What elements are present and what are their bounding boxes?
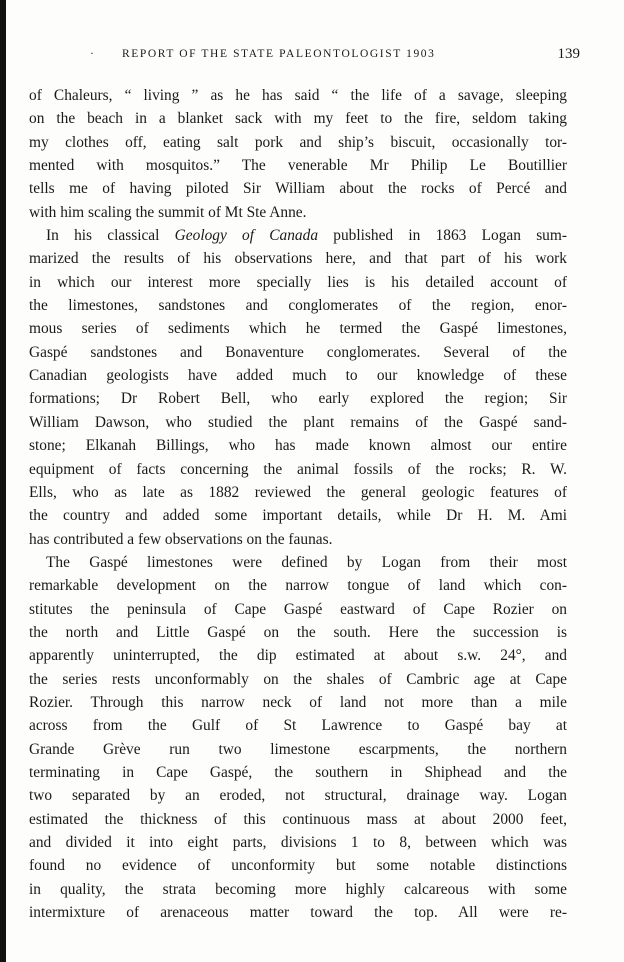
text-line: William Dawson, who studied the plant remains of the Gaspé sand-: [29, 413, 567, 431]
text-line: found no evidence of unconformity but some notable distinctions: [29, 857, 567, 875]
text-line: the limestones, sandstones and conglomerates of the region, enor-: [29, 297, 567, 315]
text-line: equipment of facts concerning the animal fossils of the rocks; R. W.: [29, 460, 567, 478]
paragraph-1: [29, 84, 567, 224]
text-line: mented with mosquitos.” The venerable Mr Philip Le Boutillier: [29, 157, 567, 175]
paragraph-3: [29, 551, 567, 925]
text-line: in quality, the strata becoming more highly calcareous with some: [29, 880, 567, 898]
text-line: Grande Grève run two limestone escarpments, the northern: [29, 740, 567, 758]
text-line: across from the Gulf of St Lawrence to Gaspé bay at: [29, 717, 567, 735]
text-line: and divided it into eight parts, divisions 1 to 8, between which was: [29, 834, 567, 851]
text-line: remarkable development on the narrow tongue of land which con-: [29, 577, 567, 595]
header-marker: ·: [90, 48, 94, 60]
text-line: estimated the thickness of this continuous mass at about 2000 feet,: [29, 810, 567, 828]
text-line: The Gaspé limestones were defined by Logan from their most: [46, 553, 567, 571]
text-line: apparently uninterrupted, the dip estimated at about s.w. 24°, and: [29, 647, 567, 665]
text-line: intermixture of arenaceous matter toward the top. All were re-: [29, 904, 567, 922]
page-number: 139: [557, 46, 580, 62]
text-line: two separated by an eroded, not structural, drainage way. Logan: [29, 787, 567, 805]
paragraph-2: [29, 224, 567, 551]
text-line: stone; Elkanah Billings, who has made known almost our entire: [29, 437, 567, 455]
body-text: [29, 84, 567, 924]
running-head-title: REPORT OF THE STATE PALEONTOLOGIST 1903: [122, 48, 436, 60]
text-line: the country and added some important details, while Dr H. M. Ami: [29, 507, 567, 525]
text-line: Gaspé sandstones and Bonaventure conglomerates. Several of the: [29, 343, 567, 361]
text-line: mous series of sediments which he termed the Gaspé limestones,: [29, 320, 567, 338]
text-line: marized the results of his observations here, and that part of his work: [29, 250, 567, 268]
text-line: In his classical Geology of Canada published in 1863 Logan sum-: [46, 227, 567, 245]
text-line: Canadian geologists have added much to our knowledge of these: [29, 367, 567, 385]
text-line: the series rests unconformably on the shales of Cambric age at Cape: [29, 670, 567, 688]
text-line: in which our interest more specially lies is his detailed account of: [29, 273, 567, 291]
text-line: on the beach in a blanket sack with my feet to the fire, seldom taking: [29, 110, 567, 128]
text-line: has contributed a few observations on the faunas.: [29, 530, 333, 548]
running-head: [28, 48, 580, 68]
book-title: Geology of Canada: [174, 227, 319, 245]
text-line: my clothes off, eating salt pork and ship’s biscuit, occasionally tor-: [29, 133, 567, 151]
text-line: the north and Little Gaspé on the south. Here the succession is: [29, 623, 567, 641]
text-line: terminating in Cape Gaspé, the southern in Shiphead and the: [29, 763, 567, 781]
text-line: Rozier. Through this narrow neck of land not more than a mile: [29, 693, 567, 711]
text-line: Ells, who as late as 1882 reviewed the general geologic features of: [29, 483, 567, 501]
text-line: stitutes the peninsula of Cape Gaspé eastward of Cape Rozier on: [29, 600, 567, 618]
text-line: of Chaleurs, “ living ” as he has said “ the life of a savage, sleeping: [29, 87, 567, 104]
page-edge-shadow: [0, 0, 6, 962]
text-line: formations; Dr Robert Bell, who early explored the region; Sir: [29, 390, 567, 408]
text-line: tells me of having piloted Sir William about the rocks of Percé and: [29, 180, 567, 198]
text-line: with him scaling the summit of Mt Ste Anne.: [29, 203, 307, 221]
